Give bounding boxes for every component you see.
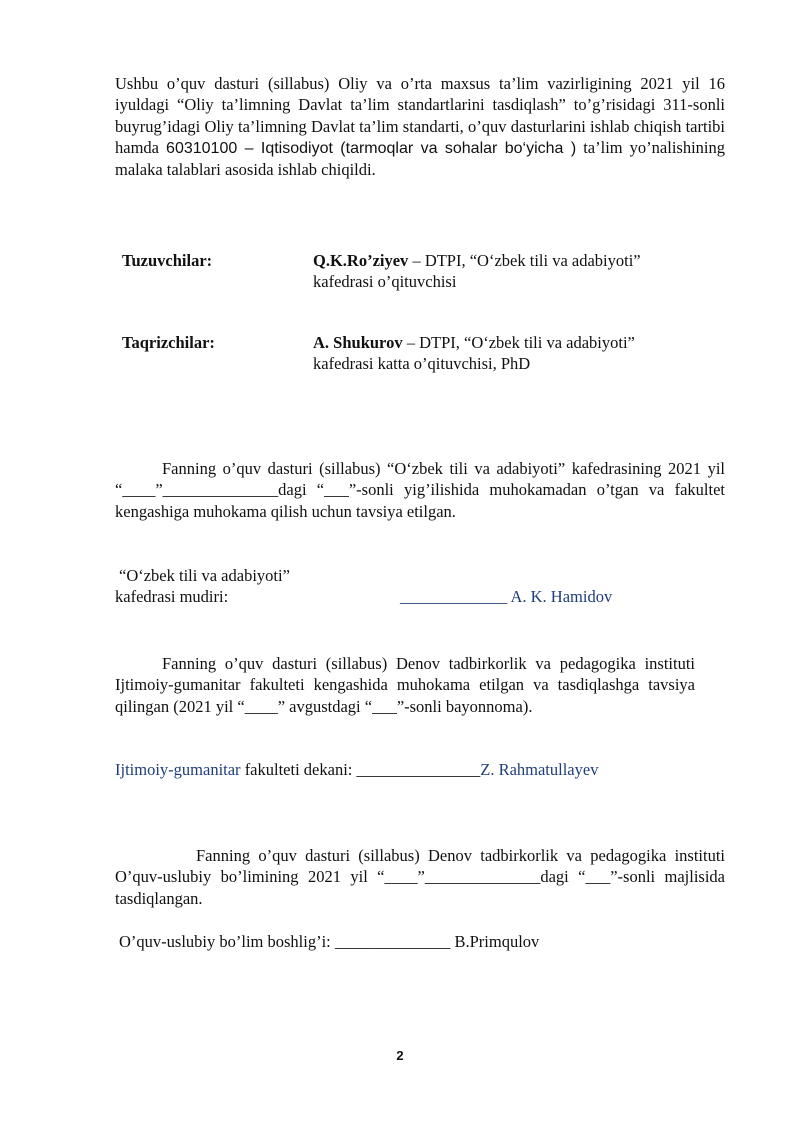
dept-head-name: A. K. Hamidov <box>507 587 613 607</box>
faculty-name: Ijtimoiy-gumanitar <box>115 760 241 779</box>
reviewer-position: kafedrasi katta o’qituvchisi, PhD <box>313 354 531 374</box>
dean-name: Z. Rahmatullayev <box>480 760 599 779</box>
method-head-line <box>119 931 739 952</box>
dept-head-label: kafedrasi mudiri: <box>115 587 229 607</box>
method-approval-paragraph: Fanning o’quv dasturi (sillabus) Denov tadbirkorlik va pedagogika instituti O’quv-uslubiy bo’limining 2021 yil “____”______________dagi “___”-sonli majlisida tasdiqlangan. <box>115 846 725 908</box>
compilers-label: Tuzuvchilar: <box>122 251 213 270</box>
reviewers-label: Taqrizchilar: <box>122 333 215 352</box>
method-head-name: B.Primqulov <box>450 932 540 951</box>
method-head-label: O’quv-uslubiy bo’lim boshlig’i: <box>119 932 335 951</box>
reviewer-affiliation: – DTPI, “O‘zbek tili va adabiyoti” <box>402 333 635 352</box>
dept-head-block <box>115 565 735 608</box>
intro-text-start: Ushbu o’quv dasturi (sillabus) Oliy va o’rta maxsus ta’lim vazirligining 2021 yil 16 iyuldagi “Oliy ta’limning Davlat ta’lim standartlarini tasdiqlash” to’g’risidagi 311-sonli buyrug’idagi Oliy ta’limning Davlat ta’lim standarti, o’quv dasturlarini ishlab chiqish tartibi hamda <box>115 74 725 157</box>
page-number: 2 <box>396 1048 404 1063</box>
dean-signature-line: _______________ <box>356 760 481 779</box>
dean-label: fakulteti dekani: <box>240 760 357 779</box>
reviewers-info <box>313 332 733 375</box>
program-code-name: 60310100 – Iqtisodiyot (tarmoqlar va sohalar bo‘yicha ) <box>166 139 577 157</box>
compiler-position: kafedrasi o’qituvchisi <box>313 272 457 292</box>
compiler-affiliation: – DTPI, “O‘zbek tili va adabiyoti” <box>408 251 641 270</box>
dept-approval-paragraph: Fanning o’quv dasturi (sillabus) “O‘zbek tili va adabiyoti” kafedrasining 2021 yil “____”______________dagi “___”-sonli yig’ilishida muhokamadan o’tgan va fakultet kengashiga muhokama qilish uchun tavsiya etilgan. <box>115 459 725 521</box>
method-head-signature-line: ______________ <box>334 932 451 951</box>
compilers-info <box>313 250 733 293</box>
reviewer-name: A. Shukurov <box>313 333 403 352</box>
intro-text-end: ta’lim yo’nalishining malaka talablari asosida ishlab chiqildi. <box>115 137 726 180</box>
compiler-name: Q.K.Ro’ziyev <box>313 251 409 270</box>
dept-name: “O‘zbek tili va adabiyoti” <box>119 566 290 585</box>
dean-line <box>115 759 735 780</box>
dept-head-signature-line: _____________ <box>400 587 508 607</box>
faculty-approval-paragraph: Fanning o’quv dasturi (sillabus) Denov tadbirkorlik va pedagogika instituti Ijtimoiy-gumanitar fakulteti kengashida muhokama etilgan va tasdiqlashga tavsiya qilingan (2021 yil “____” avgustdagi “___”-sonli bayonnoma). <box>115 654 695 716</box>
intro-paragraph <box>115 73 725 180</box>
